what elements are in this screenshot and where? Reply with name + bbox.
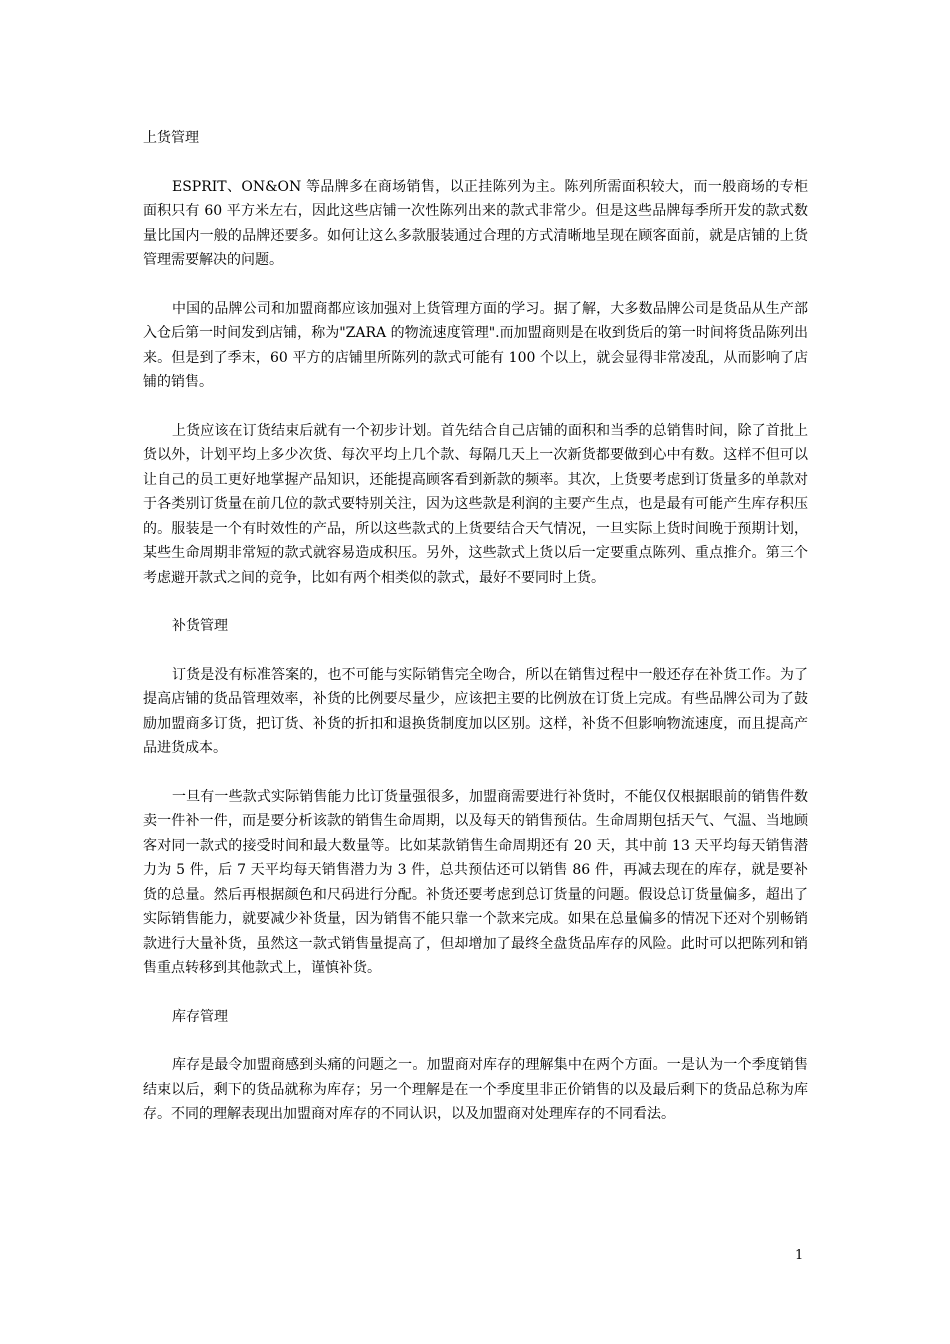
paragraph: 库存是最令加盟商感到头痛的问题之一。加盟商对库存的理解集中在两个方面。一是认为一个季度销售结束以后，剩下的货品就称为库存；另一个理解是在一个季度里非正价销售的以及最后剩下的货品总称为库存。不同的理解表现出加盟商对库存的不同认识，以及加盟商对处理库存的不同看法。 bbox=[143, 1057, 808, 1122]
section-heading-shanghuo: 上货管理 bbox=[143, 130, 199, 146]
page-number: 1 bbox=[795, 1248, 804, 1263]
document-body bbox=[143, 126, 808, 1151]
paragraph: 中国的品牌公司和加盟商都应该加强对上货管理方面的学习。据了解，大多数品牌公司是货品从生产部入仓后第一时间发到店铺，称为"ZARA 的物流速度管理".而加盟商则是在收到货后的第一时间将货品陈列出来。但是到了季末，60 平方的店铺里所陈列的款式可能有 100 个以上，就会显得非常凌乱，从而影响了店铺的销售。 bbox=[143, 300, 808, 390]
paragraph: 一旦有一些款式实际销售能力比订货量强很多，加盟商需要进行补货时，不能仅仅根据眼前的销售件数卖一件补一件，而是要分析该款的销售生命周期，以及每天的销售预估。生命周期包括天气、气温、当地顾客对同一款式的接受时间和最大数量等。比如某款销售生命周期还有 20 天，其中前 13 天平均每天销售潜力为 5 件，后 7 天平均每天销售潜力为 3 件，总共预估还可以销售 86 件，再减去现在的库存，就是要补货的总量。然后再根据颜色和尺码进行分配。补货还要考虑到总订货量的问题。假设总订货量偏多，超出了实际销售能力，就要减少补货量，因为销售不能只靠一个款来完成。如果在总量偏多的情况下还对个别畅销款进行大量补货，虽然这一款式销售量提高了，但却增加了最终全盘货品库存的风险。此时可以把陈列和销售重点转移到其他款式上，谨慎补货。 bbox=[143, 788, 808, 976]
paragraph: 上货应该在订货结束后就有一个初步计划。首先结合自己店铺的面积和当季的总销售时间，除了首批上货以外，计划平均上多少次货、每次平均上几个款、每隔几天上一次新货都要做到心中有数。这样不但可以让自己的员工更好地掌握产品知识，还能提高顾客看到新款的频率。其次，上货要考虑到订货量多的单款对于各类别订货量在前几位的款式要特别关注，因为这些款是利润的主要产生点，也是最有可能产生库存积压的。服装是一个有时效性的产品，所以这些款式的上货要结合天气情况，一旦实际上货时间晚于预期计划，某些生命周期非常短的款式就容易造成积压。另外，这些款式上货以后一定要重点陈列、重点推介。第三个考虑避开款式之间的竞争，比如有两个相类似的款式，最好不要同时上货。 bbox=[143, 422, 808, 586]
section-heading-kucun: 库存管理 bbox=[172, 1008, 228, 1025]
paragraph: 订货是没有标准答案的，也不可能与实际销售完全吻合，所以在销售过程中一般还存在补货工作。为了提高店铺的货品管理效率，补货的比例要尽量少，应该把主要的比例放在订货上完成。有些品牌公司为了鼓励加盟商多订货，把订货、补货的折扣和退换货制度加以区别。这样，补货不但影响物流速度，而且提高产品进货成本。 bbox=[143, 666, 808, 756]
paragraph: ESPRIT、ON&ON 等品牌多在商场销售，以正挂陈列为主。陈列所需面积较大，而一般商场的专柜面积只有 60 平方米左右，因此这些店铺一次性陈列出来的款式非常少。但是这些品牌每季所开发的款式数量比国内一般的品牌还要多。如何让这么多款服装通过合理的方式清晰地呈现在顾客面前，就是店铺的上货管理需要解决的问题。 bbox=[143, 178, 808, 268]
section-heading-buhuo: 补货管理 bbox=[172, 618, 228, 634]
